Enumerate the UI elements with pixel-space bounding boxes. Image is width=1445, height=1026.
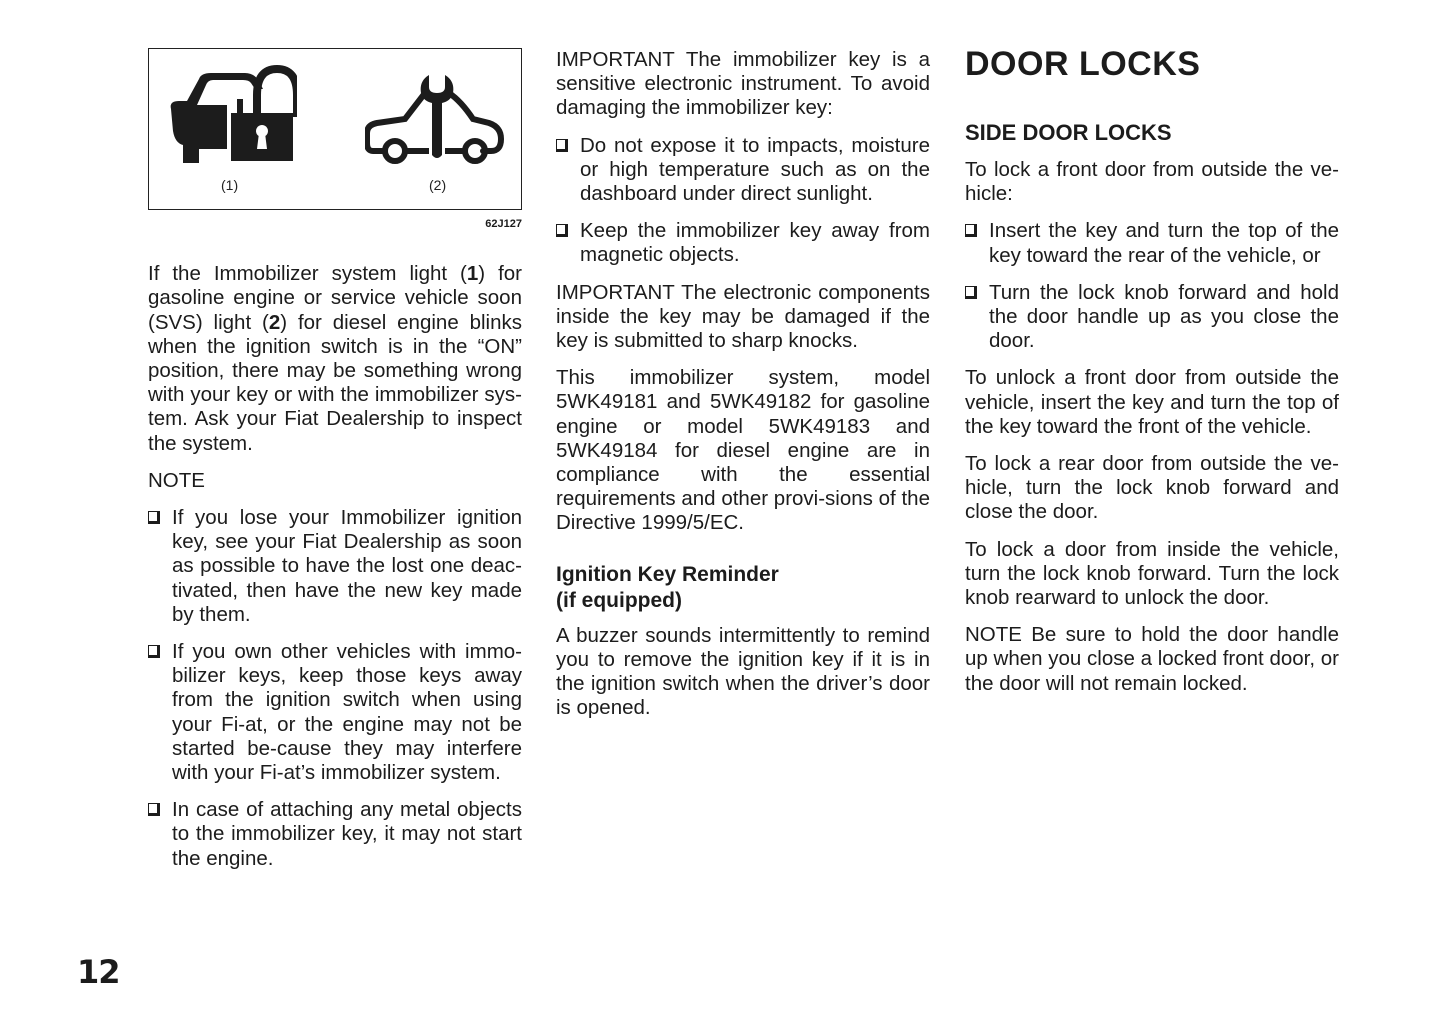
checkbox-bullet-icon [148, 803, 160, 816]
important-paragraph-1: IMPORTANT The immobilizer key is a sensitive electronic instrument. To avoid damaging the immobilizer key: [556, 48, 930, 120]
column-1 [148, 48, 522, 884]
page-number: 12 [77, 953, 120, 991]
checkbox-bullet-icon [965, 286, 977, 299]
note-label: NOTE [148, 468, 205, 492]
important-bullet-item: Keep the immobilizer key away from magnetic objects. [556, 219, 930, 267]
door-lock-note: NOTE Be sure to hold the door handle up when you close a locked front door, or the door will not remain locked. [965, 623, 1339, 695]
ignition-key-reminder-heading: Ignition Key Reminder (if equipped) [556, 562, 779, 612]
service-vehicle-soon-icon [365, 73, 505, 165]
column-3 [965, 45, 1339, 709]
immobilizer-car-padlock-icon [165, 65, 297, 165]
lock-inside-paragraph: To lock a door from inside the vehicle, turn the lock knob forward. Turn the lock knob rearward to unlock the door. [965, 537, 1339, 610]
figure-label-1: (1) [221, 177, 239, 193]
lock-step-item: Turn the lock knob forward and hold the door handle up as you close the door. [965, 281, 1339, 354]
immobilizer-intro-paragraph: If the Immobilizer system light (1) for gasoline engine or service vehicle soon (SVS) light (2) for diesel engine blinks when the ignition switch is in the “ON” position, there may be something wrong with your key or with the immobilizer sys-tem. Ask your Fiat Dealership to inspect the system. [148, 262, 522, 455]
figure-code: 62J127 [485, 218, 522, 230]
important-bullet-item: Do not expose it to impacts, moisture or high temperature such as on the dashboard under direct sunlight. [556, 134, 930, 207]
section-title: DOOR LOCKS [965, 45, 1201, 83]
warning-lights-figure [148, 48, 522, 210]
figure-label-2: (2) [429, 177, 447, 193]
section-subtitle: SIDE DOOR LOCKS [965, 120, 1172, 145]
checkbox-bullet-icon [148, 645, 160, 658]
checkbox-bullet-icon [148, 511, 160, 524]
note-bullet-item: If you lose your Immobilizer ignition key, see your Fiat Dealership as soon as possible to have the lost one deac-tivated, then have the new key made by them. [148, 506, 522, 627]
note-bullet-item: If you own other vehicles with immo-bilizer keys, keep those keys away from the ignition switch when using your Fi-at, or the engine may not be started be-cause they may interfere with your Fi-at’s immobilizer system. [148, 640, 522, 785]
important-paragraph-2: IMPORTANT The electronic components inside the key may be damaged if the key is submitted to sharp knocks. [556, 280, 930, 353]
checkbox-bullet-icon [965, 224, 977, 237]
checkbox-bullet-icon [556, 139, 568, 152]
ignition-key-reminder-text: A buzzer sounds intermittently to remind you to remove the ignition key if it is in the ignition switch when the driver’s door is opened. [556, 623, 930, 720]
lock-rear-paragraph: To lock a rear door from outside the ve-hicle, turn the lock knob forward and close the door. [965, 452, 1339, 524]
checkbox-bullet-icon [556, 224, 568, 237]
note-bullet-item: In case of attaching any metal objects to the immobilizer key, it may not start the engine. [148, 798, 522, 871]
lock-step-item: Insert the key and turn the top of the key toward the rear of the vehicle, or [965, 219, 1339, 267]
column-2 [556, 48, 930, 733]
compliance-paragraph: This immobilizer system, model 5WK49181 and 5WK49182 for gasoline engine or model 5WK49183 and 5WK49184 for diesel engine are in compliance with the essential requirements and other provi-sions of the Directive 1999/5/EC. [556, 366, 930, 535]
unlock-front-paragraph: To unlock a front door from outside the vehicle, insert the key and turn the top of the key toward the front of the vehicle. [965, 366, 1339, 438]
lock-front-intro: To lock a front door from outside the ve-hicle: [965, 158, 1339, 206]
